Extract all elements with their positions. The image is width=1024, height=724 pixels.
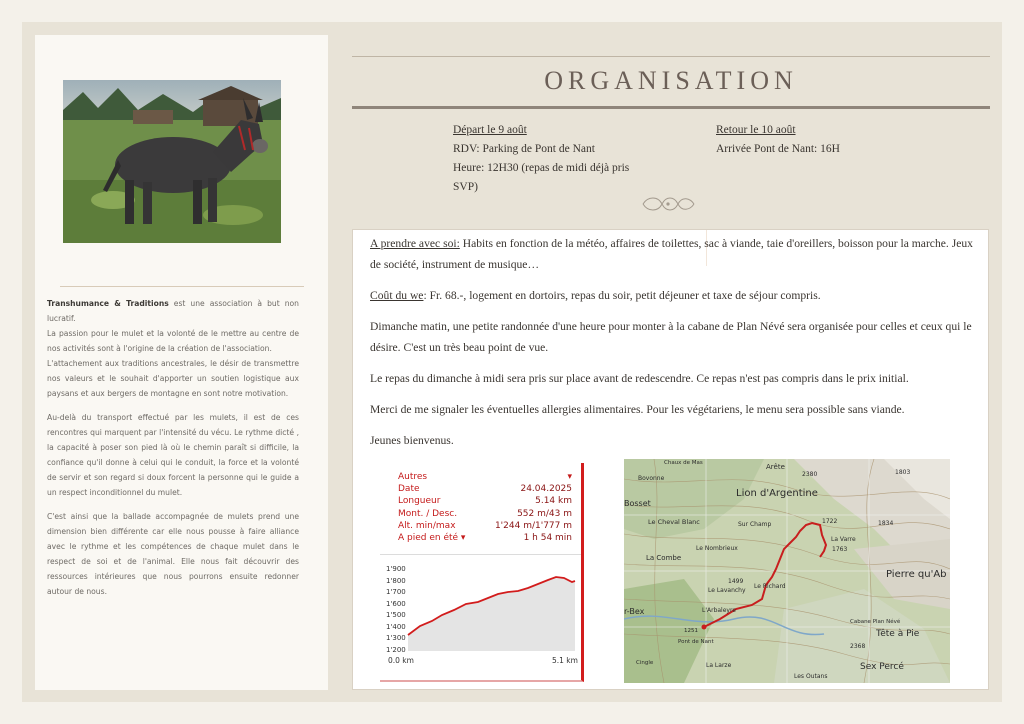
prendre-paragraph [370,233,975,275]
y-tick: 1'400 [386,622,406,631]
route-key: A pied en été ▾ [398,532,466,543]
map-label: Pierre qu'Ab [886,569,947,580]
route-key: Mont. / Desc. [398,508,458,519]
prendre-text: Habits en fonction de la météo, affaires de toilettes, sac à viande, taie d'oreillers, boisson pour la marche. Jeux de société, instrument de musique… [370,237,973,271]
map-label: Cingle [636,660,654,666]
map-label: Pont de Nant [678,639,714,645]
map-label: 1803 [895,469,911,476]
dimanche-paragraph: Dimanche matin, une petite randonnée d'une heure pour monter à la cabane de Plan Névé sera organisée pour celles et ceux qui le désire. C'est un très beau point de vue. [370,320,972,354]
cout-paragraph [370,285,975,306]
paragraph-intro-text: est une association à but non lucratif. La passion pour le mulet et la volonté de le mettre au centre de nos activités sont à l'origine de la création de l'association. L'attachement aux traditions ancestrales, le désir de transmettre nos valeurs et le souhait d'apporter un soutien logistique aux paysans et aux bergers de montagne en sont notre motivation. [47,299,299,398]
prendre-label: A prendre avec soi: [370,237,460,250]
map-label: La Varre [831,536,856,543]
route-key: Date [398,484,420,495]
retour-arrivee: Arrivée Pont de Nant: 16H [716,143,840,155]
allergies-paragraph: Merci de me signaler les éventuelles allergies alimentaires. Pour les végétariens, le menu sera possible sans viande. [370,403,905,416]
route-summary [380,463,584,682]
map-label: Le Lavanchy [708,587,746,594]
map-label: 1834 [878,520,894,527]
route-value: 1 h 54 min [523,532,572,543]
header-rule-top [352,56,990,57]
depart-heure: Heure: 12H30 (repas de midi déjà pris SVP) [453,162,630,193]
y-tick: 1'300 [386,634,406,642]
cout-text: : Fr. 68.-, logement en dortoirs, repas du soir, petit déjeuner et taxe de séjour compris. [423,289,821,302]
map-label: 1763 [832,546,848,553]
map-label: La Larze [706,662,732,669]
map-label: Sex Percé [860,662,904,672]
paragraph-intro [47,296,299,401]
map-label: 1722 [822,518,838,525]
map-label: Le Richard [754,583,786,590]
association-name: Transhumance & Traditions [47,299,169,308]
depart-rdv: RDV: Parking de Pont de Nant [453,143,595,155]
map-label: Bosset [624,499,651,508]
map-label: Cabane Plan Névé [850,619,901,625]
map-label: L'Arbaleyre [702,607,736,614]
donkey-photo [63,80,281,243]
x-start-label: 0.0 km [388,656,414,665]
y-tick: 1'600 [386,599,406,608]
map-label: Tête à Pie [876,629,920,639]
map-label: Bovonne [638,475,665,482]
cout-label: Coût du we [370,289,424,302]
left-divider [60,286,304,287]
depart-block [453,121,653,197]
route-category-label: Autres [398,472,428,482]
map-label: 2380 [802,471,818,478]
depart-title: Départ le 9 août [453,124,527,136]
repas-paragraph: Le repas du dimanche à midi sera pris sur place avant de redescendre. Ce repas n'est pas compris dans le prix initial. [370,372,909,385]
header-rule-bottom [352,106,990,109]
association-description [47,296,299,608]
map-label: Lion d'Argentine [736,488,818,499]
map-label: 1499 [728,578,744,585]
y-tick: 1'700 [386,588,406,596]
map-label: 2368 [850,643,866,650]
ornament-icon [638,194,698,214]
y-tick: 1'900 [386,565,406,573]
paragraph-transport: Au-delà du transport effectué par les mulets, il est de ces rencontres qui marquent par l'intensité du vécu. Le rythme dicté , la capacité à poser son pied là où le chemin paraît si difficile, la confiance qu'il donne à celui qui le conduit, la force et la volonté de servir et son regard si doux forcent la personne qui le guide a un respect inconditionnel du mulet. [47,413,299,497]
chevron-down-icon: ▾ [567,472,572,482]
map-label: La Combe [646,554,682,562]
map-label: Sur Champ [738,521,772,528]
map-label: Arête [766,463,785,471]
retour-title: Retour le 10 août [716,124,796,136]
route-key: Longueur [398,496,441,507]
x-end-label: 5.1 km [552,656,578,665]
jeunes-paragraph: Jeunes bienvenus. [370,434,454,447]
y-tick: 1'500 [386,611,406,619]
elevation-profile [380,463,581,682]
topographic-map[interactable] [624,459,950,683]
retour-block [716,121,916,159]
y-tick: 1'800 [386,576,406,585]
paragraph-ballade: C'est ainsi que la ballade accompagnée de mulets prend une dimension bien différente car elle nous pousse à faire alliance avec le rythme et les compétences de chaque mulet dans le respect de soi et de l'animal. Elle nous fait découvrir des ressources intérieures que nous pourrons ensuite redonner autour de nous. [47,512,299,596]
y-tick: 1'200 [386,645,406,654]
details-text [370,233,975,461]
map-label: Les Outans [794,673,828,680]
route-key: Alt. min/max [398,520,456,531]
map-label: 1251 [684,628,698,634]
map-label: r-Bex [624,607,645,616]
map-label: Le Cheval Blanc [648,518,700,526]
route-value: 24.04.2025 [520,484,572,495]
page-title: ORGANISATION [544,66,798,95]
route-value: 552 m/43 m [517,508,572,519]
map-label: Chaux de Mas [664,460,703,466]
route-value: 5.14 km [535,496,572,507]
map-label: Le Nombrieux [696,545,738,552]
elevation-y-axis [386,564,406,656]
route-value: 1'244 m/1'777 m [494,520,572,531]
